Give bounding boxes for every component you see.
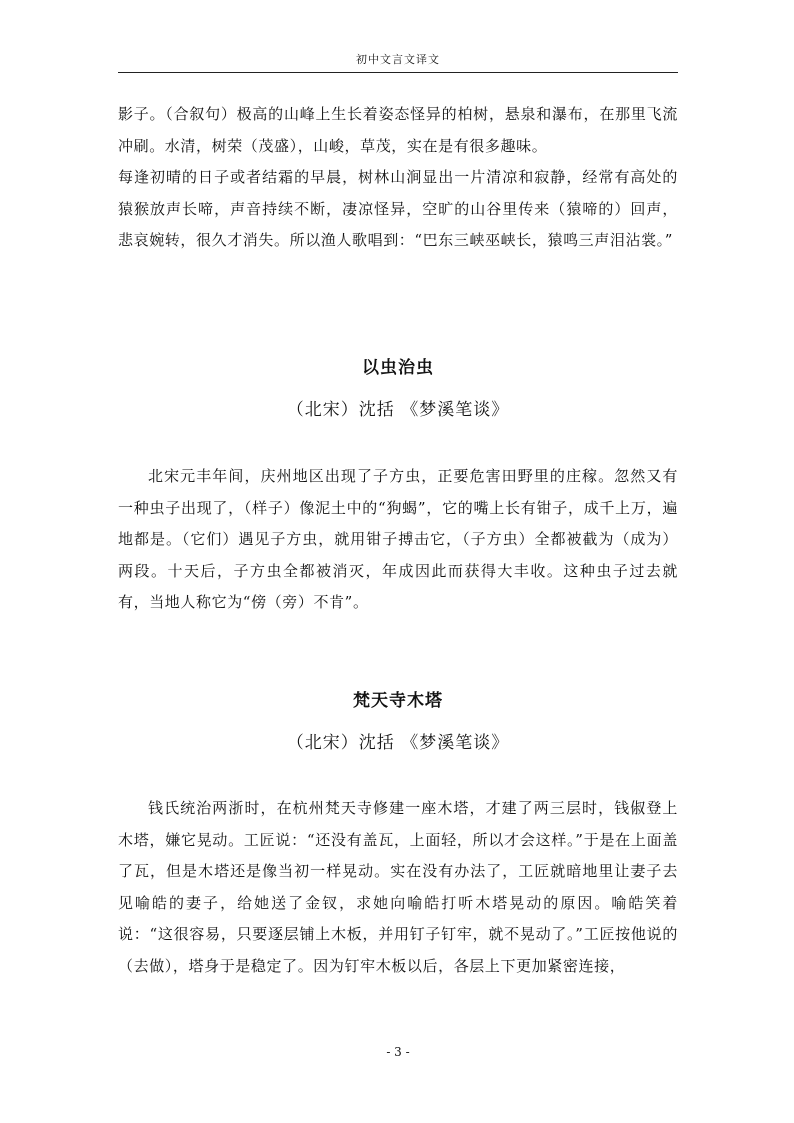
sanxia-paragraph-2: 每逢初晴的日子或者结霜的早晨，树林山涧显出一片清凉和寂静，经常有高处的猿猴放声长啼，声音持续不断，凄凉怪异，空旷的山谷里传来（猿啼的）回声，悲哀婉转，很久才消失。所以渔人歌唱到：“巴东三峡巫峡长，猿鸣三声泪沾裳。” xyxy=(118,168,678,249)
running-header: 初中文言文译文 xyxy=(356,53,440,66)
section-byline-fantiansi-muta: （北宋）沈括 《梦溪笔谈》 xyxy=(286,733,510,753)
sanxia-paragraph-1: 影子。（合叙句）极高的山峰上生长着姿态怪异的柏树，悬泉和瀑布，在那里飞流冲刷。水清，树荣（茂盛），山峻，草茂，实在是有很多趣味。 xyxy=(118,105,678,155)
page-number: - 3 - xyxy=(386,1045,410,1059)
section-byline-yichongzhichong: （北宋）沈括 《梦溪笔谈》 xyxy=(286,400,510,420)
yichong-paragraph-1: 北宋元丰年间，庆州地区出现了子方虫，正要危害田野里的庄稼。忽然又有一种虫子出现了，（样子）像泥土中的“狗蝎”，它的嘴上长有钳子，成千上万，遍地都是。（它们）遇见子方虫，就用钳子搏击它，（子方虫）全都被截为（成为）两段。十天后，子方虫全都被消灭，年成因此而获得大丰收。这种虫子过去就有，当地人称它为“傍（旁）不肯”。 xyxy=(118,467,678,611)
section-title-yichongzhichong: 以虫治虫 xyxy=(362,358,434,378)
header-rule xyxy=(118,72,678,73)
muta-paragraph-1: 钱氏统治两浙时，在杭州梵天寺修建一座木塔，才建了两三层时，钱俶登上木塔，嫌它晃动。工匠说：“还没有盖瓦，上面轻，所以才会这样。”于是在上面盖了瓦，但是木塔还是像当初一样晃动。实在没有办法了，工匠就暗地里让妻子去见喻皓的妻子，给她送了金钗，求她向喻皓打听木塔晃动的原因。喻皓笑着说：“这很容易，只要逐层铺上木板，并用钉子钉牢，就不晃动了。”工匠按他说的（去做），塔身于是稳定了。因为钉牢木板以后，各层上下更加紧密连接， xyxy=(118,799,678,975)
section-title-fantiansi-muta: 梵天寺木塔 xyxy=(353,691,443,711)
